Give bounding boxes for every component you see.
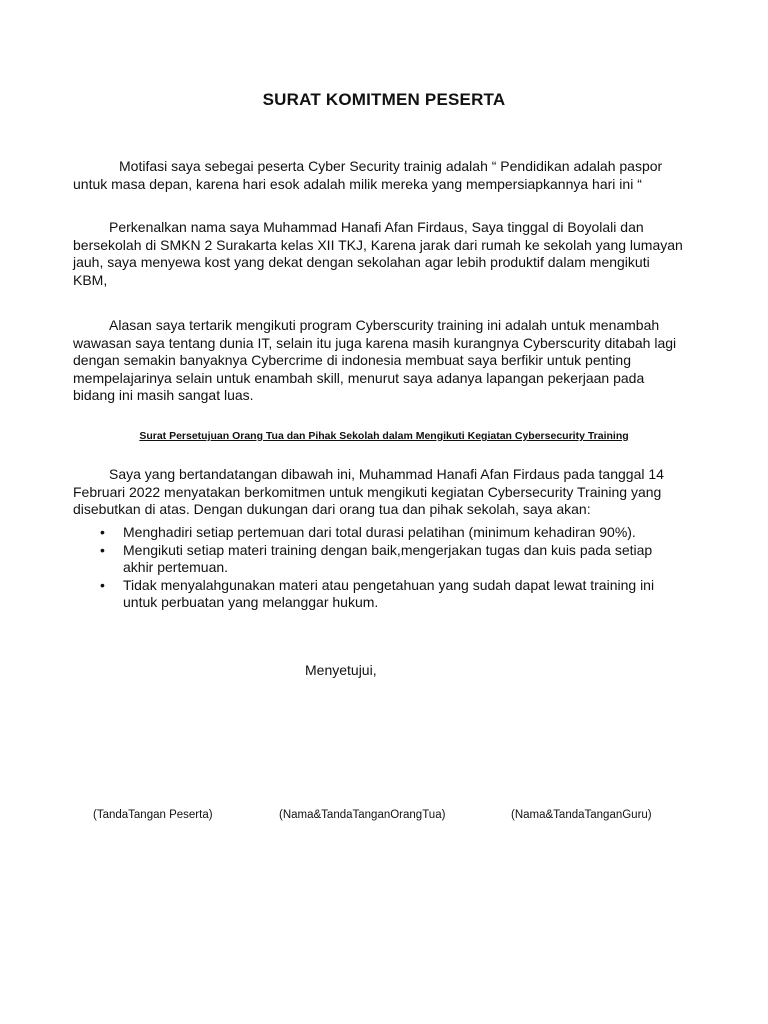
signature-participant: (TandaTangan Peserta) — [93, 809, 213, 821]
bullet-icon: • — [100, 576, 105, 593]
commitment-list — [100, 524, 680, 612]
document-title: SURAT KOMITMEN PESERTA — [262, 90, 506, 109]
list-item — [100, 542, 680, 577]
commitment-text: Mengikuti setiap materi training dengan baik,mengerjakan tugas dan kuis pada setiap akhir pertemuan. — [123, 541, 653, 576]
list-item — [100, 524, 680, 542]
signature-teacher: (Nama&TandaTanganGuru) — [511, 809, 652, 821]
bullet-icon: • — [100, 541, 105, 558]
consent-subheading: Surat Persetujuan Orang Tua dan Pihak Sekolah dalam Mengikuti Kegiatan Cybersecurity Training — [139, 430, 629, 442]
commitment-text: Tidak menyalahgunakan materi atau pengetahuan yang sudah dapat lewat training ini untuk perbuatan yang melanggar hukum. — [123, 576, 655, 611]
paragraph-intro: Perkenalkan nama saya Muhammad Hanafi Afan Firdaus, Saya tinggal di Boyolali dan bersekolah di SMKN 2 Surakarta kelas XII TKJ, Karena jarak dari rumah ke sekolah yang lumayan jauh, saya menyewa kost yang dekat dengan sekolahan agar lebih produktif dalam mengikuti KBM, — [73, 219, 683, 288]
paragraph-motivation: Motifasi saya sebegai peserta Cyber Security trainig adalah “ Pendidikan adalah paspor untuk masa depan, karena hari esok adalah milik mereka yang mempersiapkannya hari ini “ — [73, 158, 663, 192]
commitment-text: Menghadiri setiap pertemuan dari total durasi pelatihan (minimum kehadiran 90%). — [123, 524, 636, 540]
bullet-icon: • — [100, 524, 105, 540]
paragraph-reason: Alasan saya tertarik mengikuti program Cyberscurity training ini adalah untuk menambah wawasan saya tentang dunia IT, selain itu juga karena masih kurangnya Cyberscurity ditabah lagi dengan semakin banyaknya Cybercrime di indonesia membuat saya berfikir untuk penting mempelajarinya selain untuk enambah skill, menurut saya adanya lapangan pekerjaan pada bidang ini masih sangat luas. — [73, 317, 677, 404]
list-item — [100, 577, 680, 612]
approval-label: Menyetujui, — [305, 662, 377, 678]
signature-parent: (Nama&TandaTanganOrangTua) — [279, 809, 446, 821]
paragraph-statement: Saya yang bertandatangan dibawah ini, Muhammad Hanafi Afan Firdaus pada tanggal 14 Februari 2022 menyatakan berkomitmen untuk mengikuti kegiatan Cybersecurity Training yang disebutkan di atas. Dengan dukungan dari orang tua dan pihak sekolah, saya akan: — [73, 466, 664, 518]
